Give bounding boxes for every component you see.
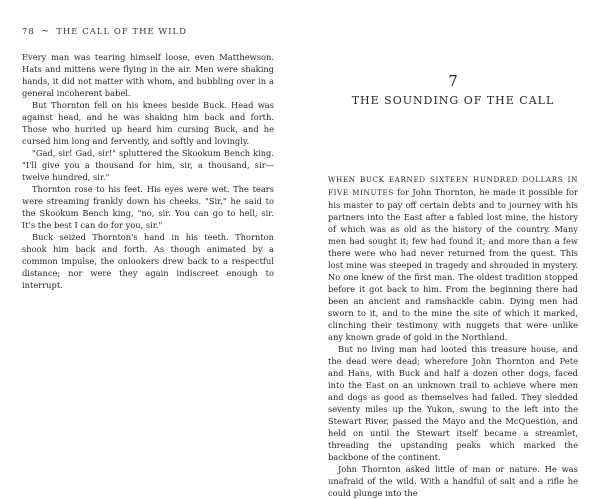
paragraph: John Thornton asked little of man or nature. He was unafraid of the wild. With a handful of salt and a rifle he could plunge into the xyxy=(328,464,578,498)
lead-in-small-caps: WHEN BUCK EARNED SIXTEEN HUNDRED DOLLARS IN FIVE MINUTES xyxy=(328,175,578,197)
chapter-number: 7 xyxy=(448,72,458,90)
chapter-title: THE SOUNDING OF THE CALL xyxy=(351,94,555,107)
paragraph: Buck seized Thornton's hand in his teeth. Thornton shook him back and forth. As though animated by a common impulse, the onlookers drew back to a respectful distance; nor were they again indiscreet enough to interrupt. xyxy=(22,232,274,290)
paragraph: Thornton rose to his feet. His eyes were wet. The tears were streaming frankly down his cheeks. "Sir," he said to the Skookum Bench king, "no, sir. You can go to hell, sir. It's the best I can do for you, sir." xyxy=(22,184,274,230)
right-body-text xyxy=(328,173,578,499)
paragraph: But no living man had looted this treasure house, and the dead were dead; wherefore John Thornton and Pete and Hans, with Buck and half a dozen other dogs, faced into the East on an unknown trail to achieve where men and dogs as good as themselves had failed. They sledded seventy miles up the Yukon, swung to the left into the Stewart River, passed the Mayo and the McQuestion, and held on until the Stewart itself became a streamlet, threading the upstanding peaks which marked the backbone of the continent. xyxy=(328,344,578,462)
left-body-text xyxy=(22,51,274,291)
running-title: THE CALL OF THE WILD xyxy=(56,26,187,37)
opening-paragraph-text: for John Thornton, he made it possible for his master to pay off certain debts and to journey with his partners into the East after a fabled lost mine, the history of which was as old as the history of the country. Many men had sought it; few had found it; and more than a few there were who had never returned from the quest. This lost mine was steeped in tragedy and shrouded in mystery. No one knew of the first man. The oldest tradition stopped before it got back to him. From the beginning there had been an ancient and ramshackle cabin. Dying men had sworn to it, and to the mine the site of which it marked, clinching their testimony with nuggets that were unlike any known grade of gold in the Northland. xyxy=(328,187,578,342)
page-number: 78 xyxy=(22,26,35,37)
wave-ornament-icon: ~ xyxy=(40,26,51,37)
paragraph: But Thornton fell on his knees beside Buck. Head was against head, and he was shaking him back and forth. Those who hurried up heard him cursing Buck, and he cursed him long and fervently, and softly and lovingly. xyxy=(22,100,274,146)
left-page xyxy=(0,0,300,460)
right-page xyxy=(300,0,600,498)
paragraph: "Gad, sir! Gad, sir!" spluttered the Skookum Bench king. "I'll give you a thousand for him, sir, a thousand, sir—twelve hundred, sir." xyxy=(22,148,274,182)
running-head xyxy=(22,26,187,37)
paragraph: Every man was tearing himself loose, even Matthewson. Hats and mittens were flying in the air. Men were shaking hands, it did not matter with whom, and bubbling over in a general incoherent babel. xyxy=(22,52,274,98)
opening-paragraph xyxy=(328,173,578,343)
